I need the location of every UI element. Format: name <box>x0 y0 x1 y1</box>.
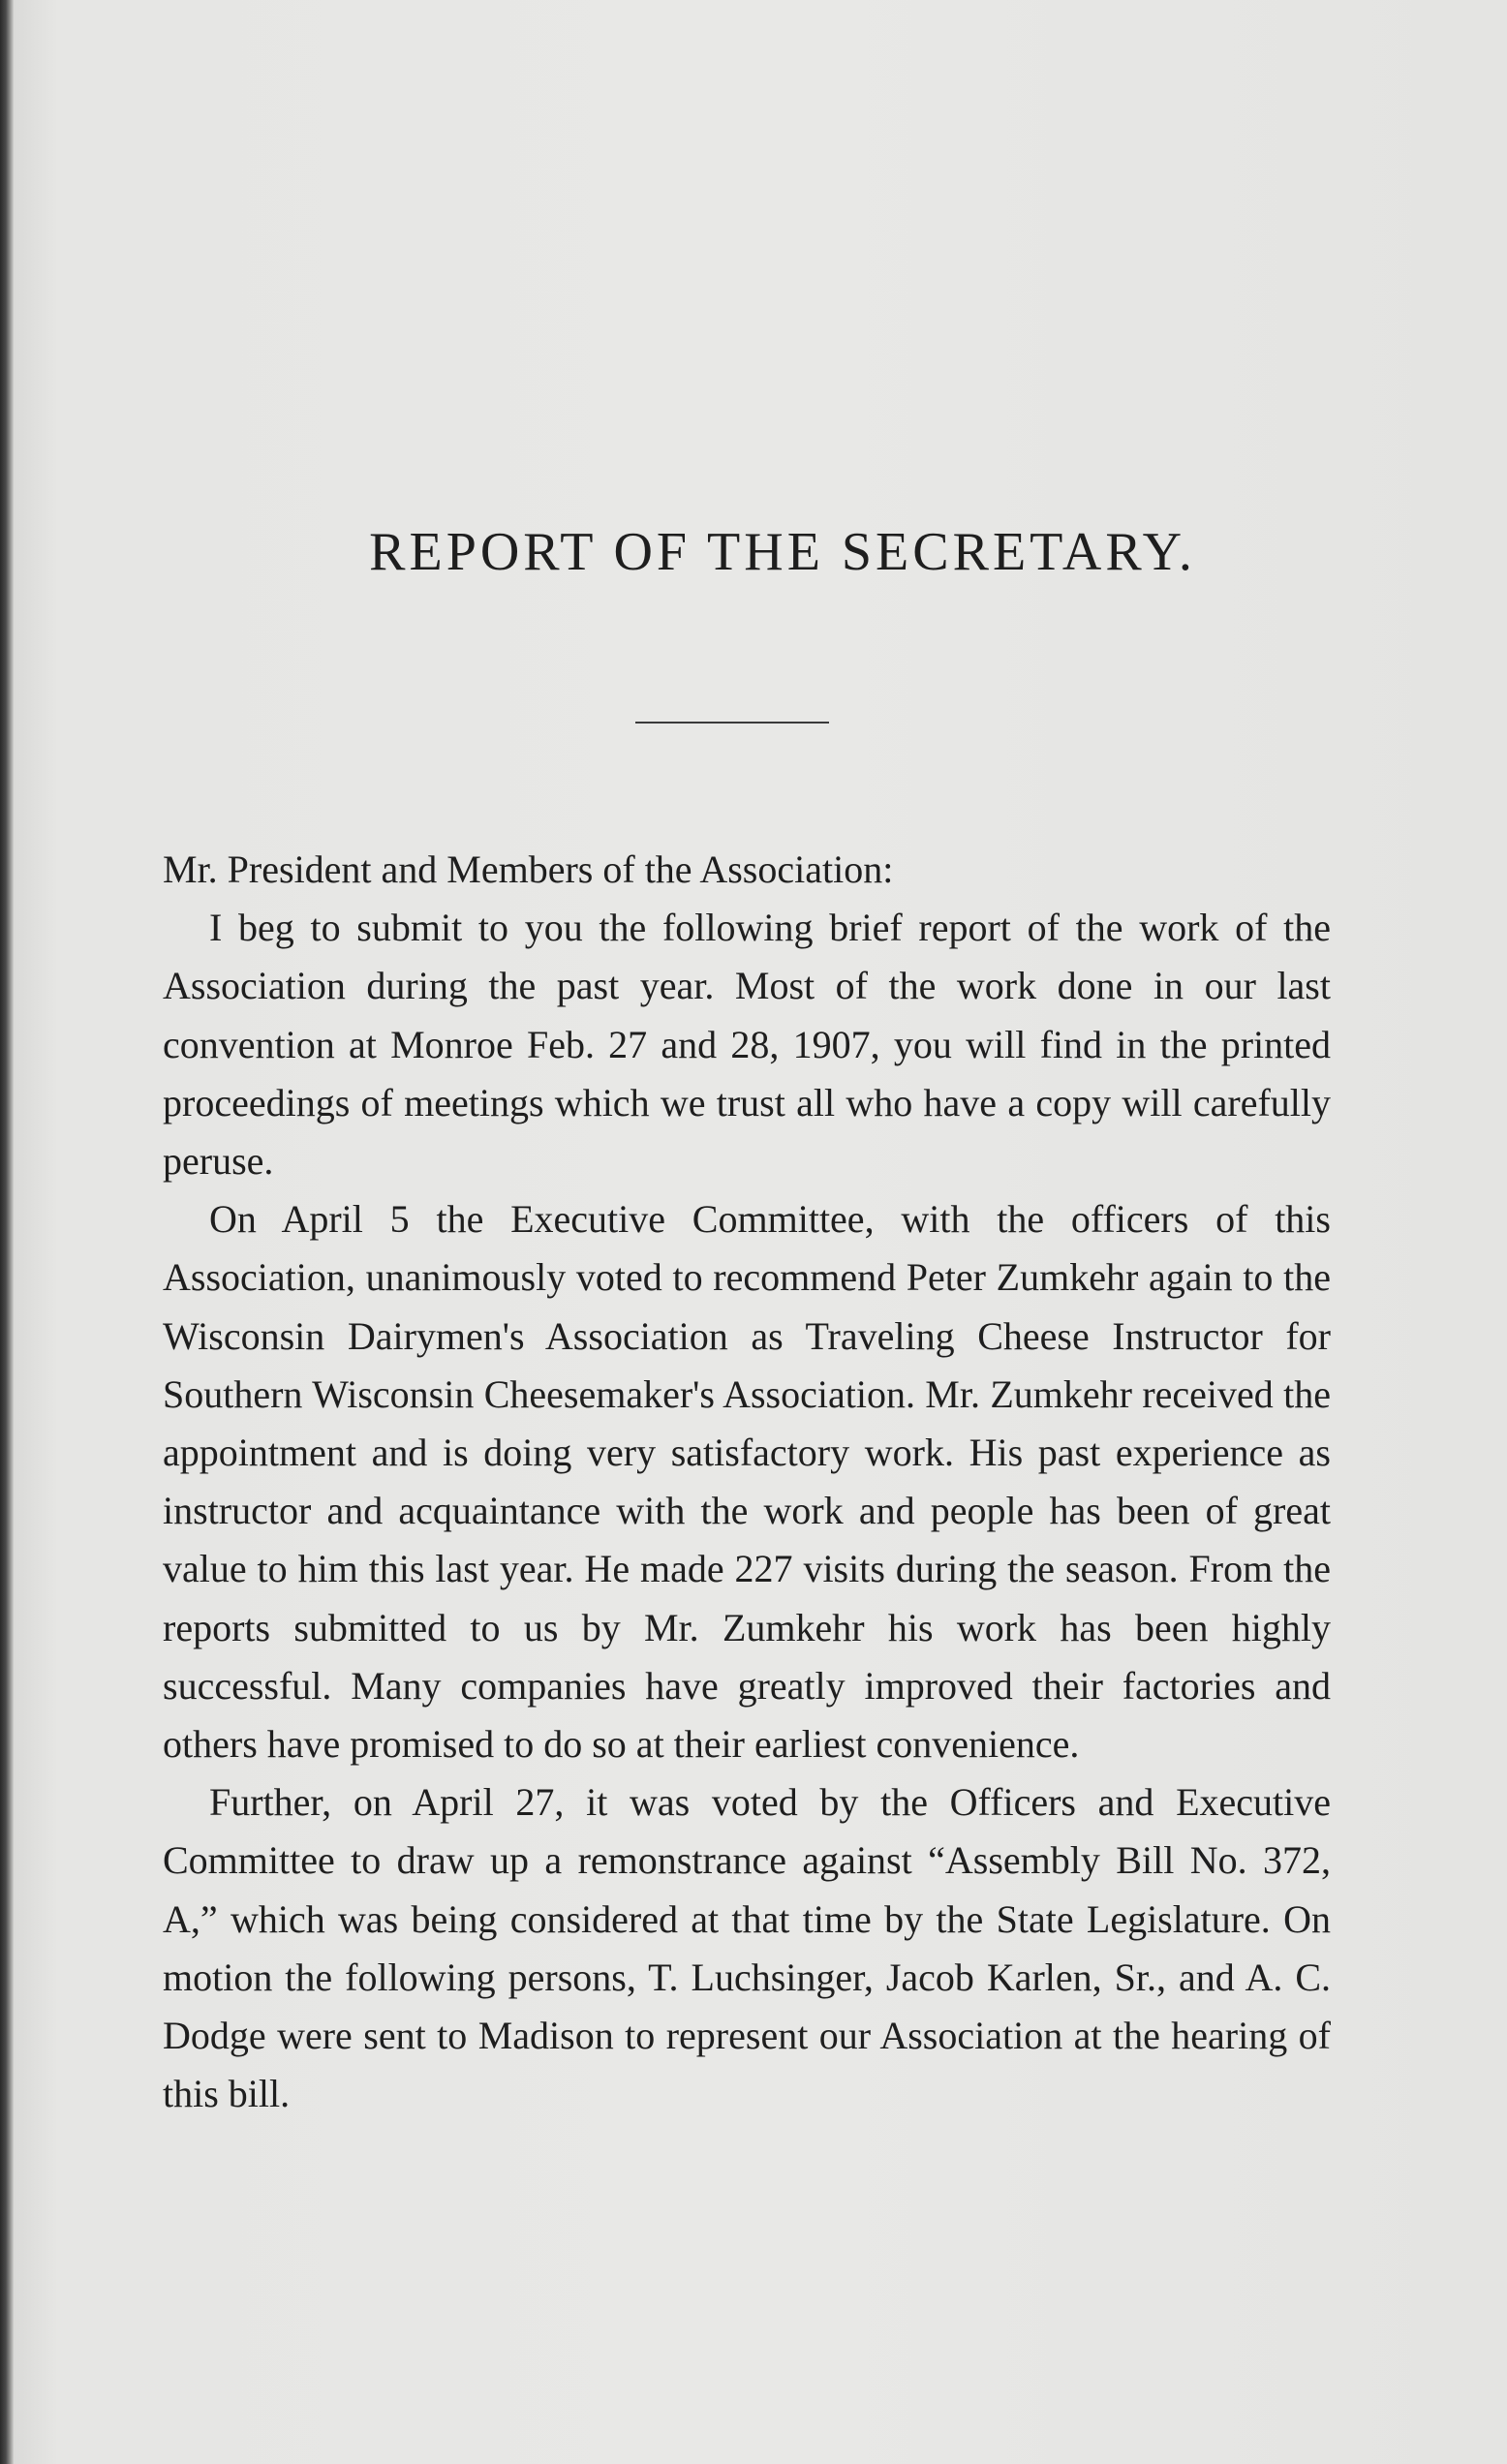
page-binding-edge <box>0 0 14 2464</box>
page-title: REPORT OF THE SECRETARY. <box>369 522 1196 582</box>
title-divider <box>635 722 829 724</box>
paragraph-3: Further, on April 27, it was voted by the Officers and Executive Committee to draw up a remonstrance against “Assembly Bill No. 372, A,” which was being considered at that time by the State Legislature. On motion the following persons, T. Luchsinger, Jacob Karlen, Sr., and A. C. Dodge were sent to Madison to represent our Association at the hearing of this bill. <box>163 1780 1331 2116</box>
paragraph-1: I beg to submit to you the following brief report of the work of the Association during the past year. Most of the work done in our last convention at Monroe Feb. 27 and 28, 1907, you will find in the printed proceedings of meetings which we trust all who have a copy will carefully peruse. <box>163 906 1331 1184</box>
salutation: Mr. President and Members of the Association: <box>163 847 894 891</box>
body-text <box>163 841 1331 2123</box>
paragraph-2: On April 5 the Executive Committee, with the officers of this Association, unanimously voted to recommend Peter Zumkehr again to the Wisconsin Dairymen's Association as Traveling Cheese Instructor for Southern Wisconsin Cheesemaker's Association. Mr. Zumkehr received the appointment and is doing very satisfactory work. His past experience as instructor and acquaintance with the work and people has been of great value to him this last year. He made 227 visits during the season. From the reports submitted to us by Mr. Zumkehr his work has been highly successful. Many companies have greatly improved their factories and others have promised to do so at their earliest convenience. <box>163 1197 1331 1767</box>
